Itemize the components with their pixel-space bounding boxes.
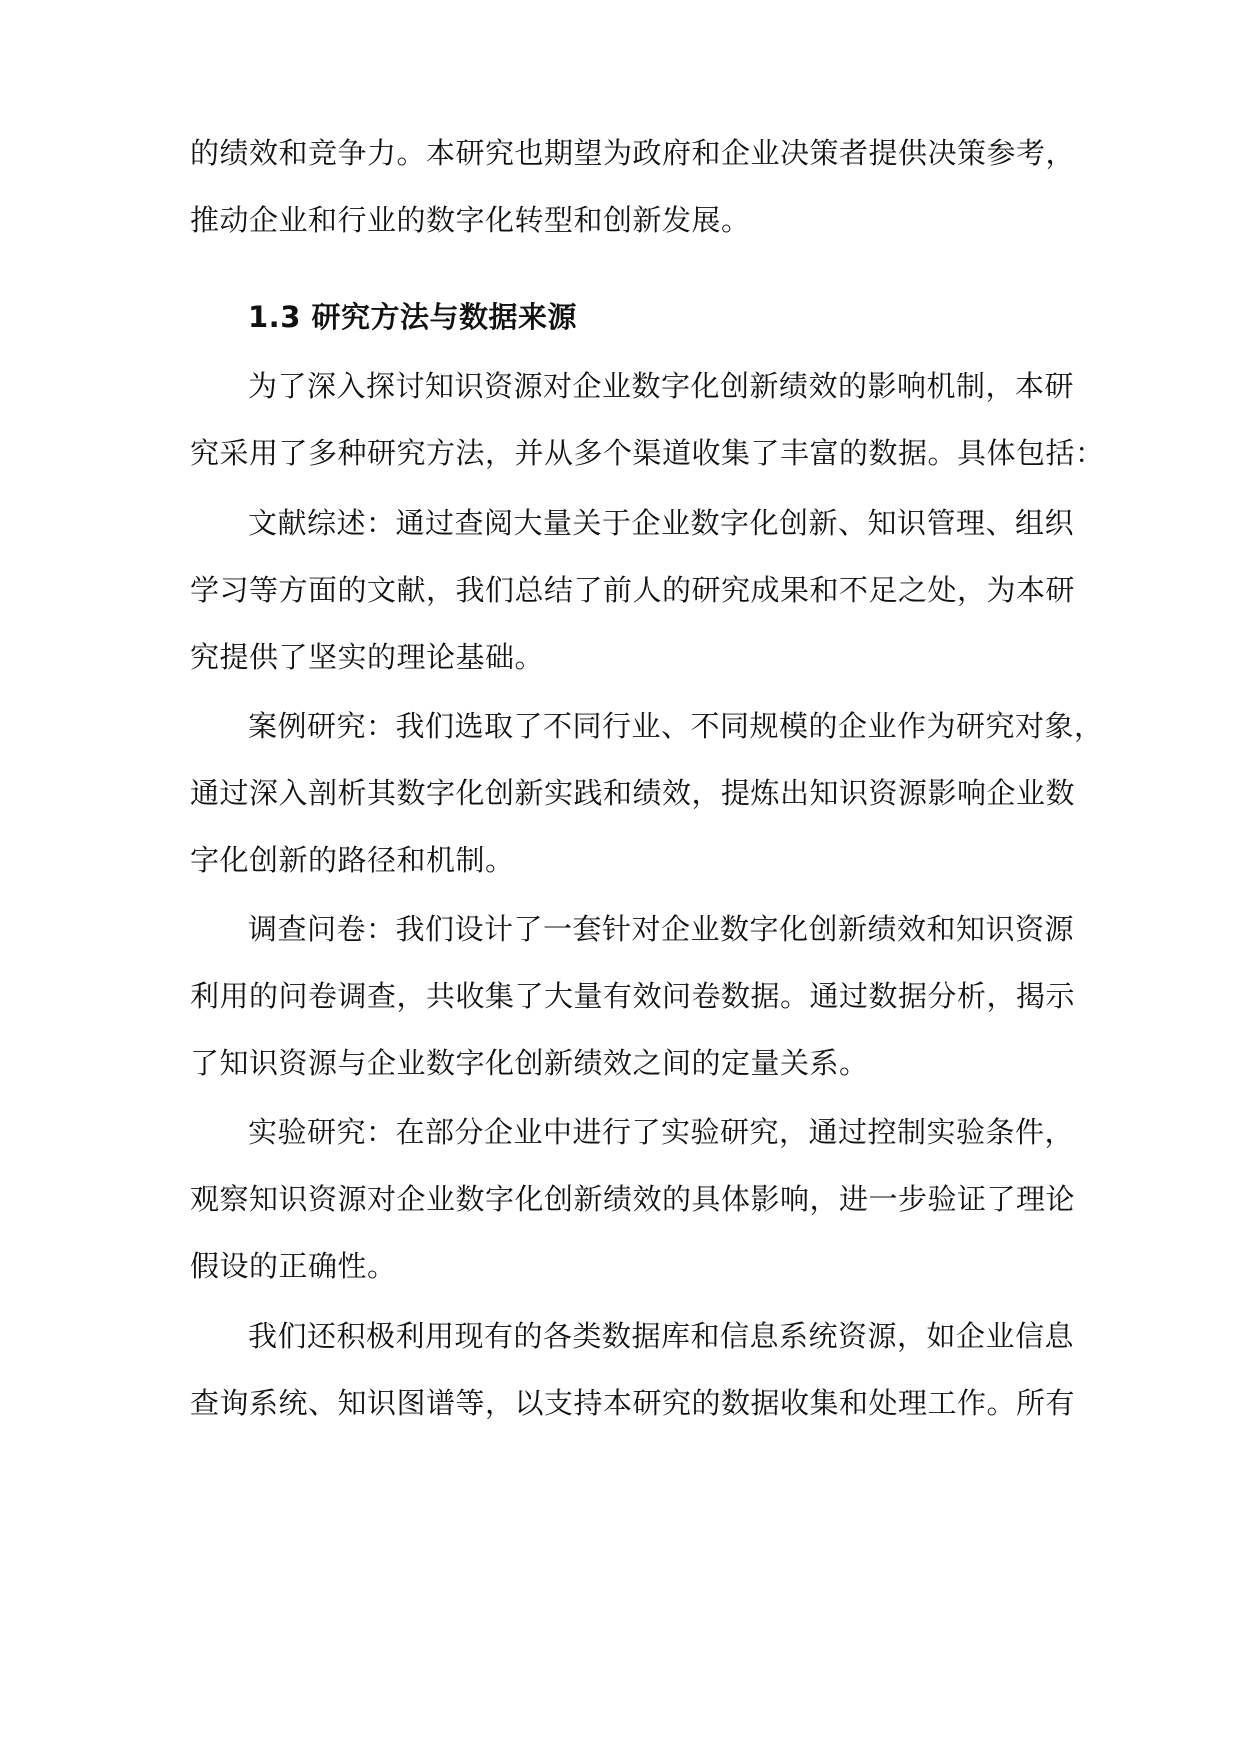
paragraph-6-line-1: 我们还积极利用现有的各类数据库和信息系统资源，如企业信息 bbox=[248, 1319, 1075, 1353]
continuation-line-2: 推动企业和行业的数字化转型和创新发展。 bbox=[190, 203, 751, 237]
section-heading: 1.3 研究方法与数据来源 bbox=[248, 300, 577, 334]
paragraph-2-line-2: 学习等方面的文献，我们总结了前人的研究成果和不足之处，为本研 bbox=[190, 573, 1076, 607]
paragraph-5-line-3: 假设的正确性。 bbox=[190, 1249, 397, 1283]
paragraph-3-line-3: 字化创新的路径和机制。 bbox=[190, 843, 515, 877]
paragraph-6-line-2: 查询系统、知识图谱等，以支持本研究的数据收集和处理工作。所有 bbox=[190, 1386, 1076, 1420]
paragraph-4-line-3: 了知识资源与企业数字化创新绩效之间的定量关系。 bbox=[190, 1046, 869, 1080]
paragraph-5-line-2: 观察知识资源对企业数字化创新绩效的具体影响，进一步验证了理论 bbox=[190, 1182, 1076, 1216]
paragraph-1-line-2: 究采用了多种研究方法，并从多个渠道收集了丰富的数据。具体包括： bbox=[190, 436, 1105, 470]
paragraph-5-line-1: 实验研究：在部分企业中进行了实验研究，通过控制实验条件， bbox=[248, 1115, 1075, 1149]
paragraph-4-line-2: 利用的问卷调查，共收集了大量有效问卷数据。通过数据分析，揭示 bbox=[190, 979, 1076, 1013]
paragraph-3-line-2: 通过深入剖析其数字化创新实践和绩效，提炼出知识资源影响企业数 bbox=[190, 776, 1076, 810]
continuation-line-1: 的绩效和竞争力。本研究也期望为政府和企业决策者提供决策参考， bbox=[190, 136, 1076, 170]
paragraph-4-line-1: 调查问卷：我们设计了一套针对企业数字化创新绩效和知识资源 bbox=[248, 912, 1075, 946]
paragraph-3-line-1: 案例研究：我们选取了不同行业、不同规模的企业作为研究对象， bbox=[248, 709, 1104, 743]
paragraph-2-line-3: 究提供了坚实的理论基础。 bbox=[190, 640, 545, 674]
paragraph-2-line-1: 文献综述：通过查阅大量关于企业数字化创新、知识管理、组织 bbox=[248, 506, 1075, 540]
paragraph-1-line-1: 为了深入探讨知识资源对企业数字化创新绩效的影响机制，本研 bbox=[248, 369, 1075, 403]
